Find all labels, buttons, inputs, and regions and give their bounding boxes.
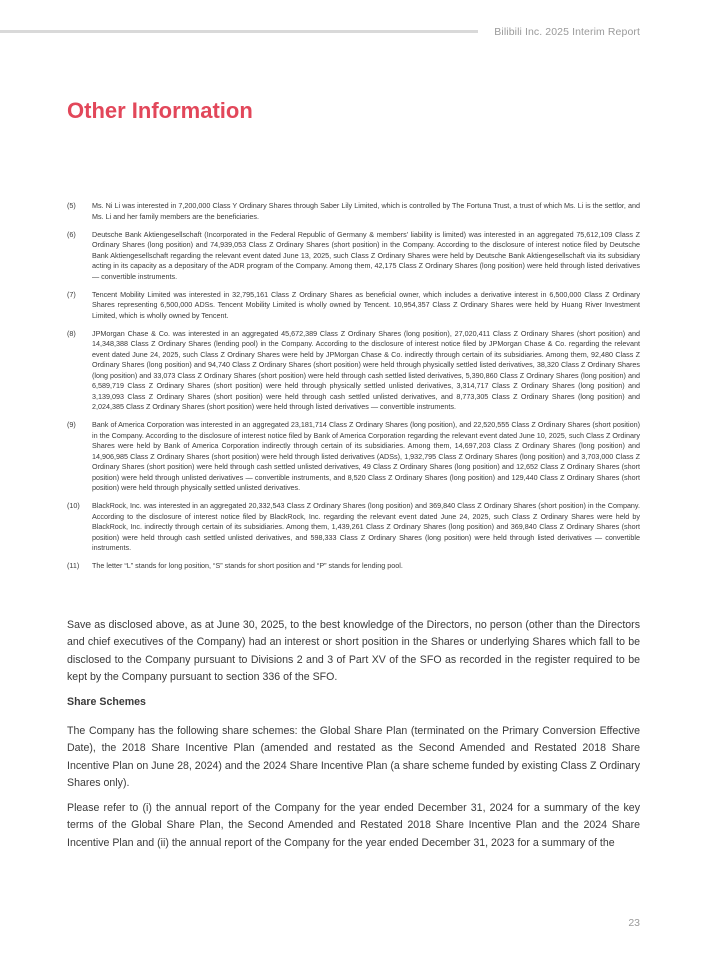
footnote-text: Tencent Mobility Limited was interested in 32,795,161 Class Z Ordinary Shares as beneficial owner, which includes a derivative interest in 6,500,000 Class Z Ordinary Shares representing 6,500,000 ADSs. Tencent Mobility Limited is wholly owned by Tencent. 10,954,357 Class Z Ordinary Shares were held by Huang River Investment Limited, which is wholly owned by Tencent.	[92, 289, 640, 320]
footnote-text: Deutsche Bank Aktiengesellschaft (Incorporated in the Federal Republic of Germany & members’ liability is limited) was interested in an aggregated 75,612,109 Class Z Ordinary Shares (long position) and 74,939,053 Class Z Ordinary Shares (short position) in the Company. According to the disclosure of interest notice filed by Deutsche Bank Aktiengesellschaft regarding the relevant event dated June 13, 2025, such Class Z Ordinary Shares were held by Deutsche Bank Aktiengesellschaft via its subsidiary acting in its capacity as a depositary of the ADR program of the Company. Among them, 42,175 Class Z Ordinary Shares (long position) were held through listed derivatives — convertible instruments.	[92, 229, 640, 281]
page-title: Other Information	[67, 98, 253, 123]
section-heading-share-schemes: Share Schemes	[67, 696, 146, 708]
footnote-7	[67, 290, 640, 322]
footnote-text: BlackRock, Inc. was interested in an aggregated 20,332,543 Class Z Ordinary Shares (long position) and 369,840 Class Z Ordinary Shares (short position) in the Company. According to the disclosure of interest notice filed by BlackRock, Inc. regarding the relevant event dated June 24, 2025, such Class Z Ordinary Shares were held by BlackRock, Inc. indirectly through certain of its subsidiaries. Among them, 1,439,261 Class Z Ordinary Shares (long position) and 369,840 Class Z Ordinary Shares (short position) were held through cash settled unlisted derivatives, and 598,333 Class Z Ordinary Shares (long position) were held through listed derivatives — convertible instruments.	[92, 501, 640, 552]
header-divider	[0, 30, 478, 33]
running-header: Bilibili Inc. 2025 Interim Report	[494, 26, 640, 38]
footnote-number: (8)	[67, 328, 76, 338]
footnote-text: Ms. Ni Li was interested in 7,200,000 Class Y Ordinary Shares through Saber Lily Limited, which is controlled by The Fortuna Trust, a trust of which Ms. Li is the settlor, and Ms. Li and her family members are the beneficiaries.	[92, 201, 640, 221]
footnote-number: (10)	[67, 501, 80, 510]
footnote-5	[67, 201, 640, 222]
footnote-10	[67, 501, 640, 554]
body-paragraph-disclosure: Save as disclosed above, as at June 30, 2025, to the best knowledge of the Directors, no person (other than the Directors and chief executives of the Company) had an interest or short position in the Shares or underlying Shares which fall to be disclosed to the Company pursuant to Divisions 2 and 3 of Part XV of the SFO as recorded in the register required to be kept by the Company pursuant to section 336 of the SFO.	[67, 619, 640, 684]
footnote-number: (5)	[67, 201, 76, 210]
footnote-8	[67, 329, 640, 413]
footnotes-list	[67, 201, 640, 579]
footnote-6	[67, 230, 640, 283]
footnote-text: The letter “L” stands for long position, “S” stands for short position and “P” stands for lending pool.	[92, 561, 403, 570]
footnote-9	[67, 420, 640, 494]
footnote-number: (7)	[67, 289, 76, 299]
footnote-text: Bank of America Corporation was interested in an aggregated 23,181,714 Class Z Ordinary Shares (long position), and 22,520,555 Class Z Ordinary Shares (short position) in the Company. According to the disclosure of interest notice filed by Bank of America Corporation regarding the relevant event dated June 10, 2025, such Class Z Ordinary Shares were held by Bank of America Corporation indirectly through certain of its subsidiaries. Among them, 14,697,203 Class Z Ordinary Shares (long position) and 14,906,985 Class Z Ordinary Shares (short position) were held through listed derivatives (ADSs), 1,932,795 Class Z Ordinary Shares (long position) and 3,703,000 Class Z Ordinary Shares (short position) were held through cash settled unlisted derivatives, 49 Class Z Ordinary Shares (long position) and 12,652 Class Z Ordinary Shares (short position) were held through unlisted derivatives — convertible instruments, and 8,520 Class Z Ordinary Shares (long position) and 129,440 Class Z Ordinary Shares (short position) were held through physically settled unlisted derivatives.	[92, 420, 640, 492]
body-paragraph-share-schemes: The Company has the following share schemes: the Global Share Plan (terminated on the Primary Conversion Effective Date), the 2018 Share Incentive Plan (amended and restated as the Second Amended and Restated 2018 Share Incentive Plan on June 28, 2024) and the 2024 Share Incentive Plan (a share scheme funded by existing Class Z Ordinary Shares only).	[67, 725, 640, 790]
footnote-number: (11)	[67, 561, 80, 570]
footnote-number: (6)	[67, 229, 76, 239]
footnote-11	[67, 561, 640, 572]
body-paragraph-references: Please refer to (i) the annual report of the Company for the year ended December 31, 2024 for a summary of the key terms of the Global Share Plan, the Second Amended and Restated 2018 Share Incentive Plan and the 2024 Share Incentive Plan and (ii) the annual report of the Company for the year ended December 31, 2023 for a summary of the	[67, 802, 640, 849]
footnote-number: (9)	[67, 420, 76, 429]
footnote-text: JPMorgan Chase & Co. was interested in an aggregated 45,672,389 Class Z Ordinary Shares (long position), 27,020,411 Class Z Ordinary Shares (short position) and 14,348,388 Class Z Ordinary Shares (lending pool) in the Company. According to the disclosure of interest notice filed by JPMorgan Chase & Co. regarding the relevant event dated June 24, 2025, such Class Z Ordinary Shares were held by JPMorgan Chase & Co. indirectly through certain of its subsidiaries. Among them, 92,480 Class Z Ordinary Shares (long position) and 94,740 Class Z Ordinary Shares (short position) were held through physically settled listed derivatives, 38,320 Class Z Ordinary Shares (long position) and 33,073 Class Z Ordinary Shares (short position) were held through cash settled listed derivatives, 5,390,860 Class Z Ordinary Shares (long position) and 6,589,719 Class Z Ordinary Shares (short position) were held through physically settled unlisted derivatives, 3,314,717 Class Z Ordinary Shares (long position) and 3,139,093 Class Z Ordinary Shares (short position) were held through cash settled unlisted derivatives, and 8,773,305 Class Z Ordinary Shares (long position) and 2,024,385 Class Z Ordinary Shares (short position) were held through listed derivatives — convertible instruments.	[92, 328, 640, 411]
page-number: 23	[628, 917, 640, 929]
